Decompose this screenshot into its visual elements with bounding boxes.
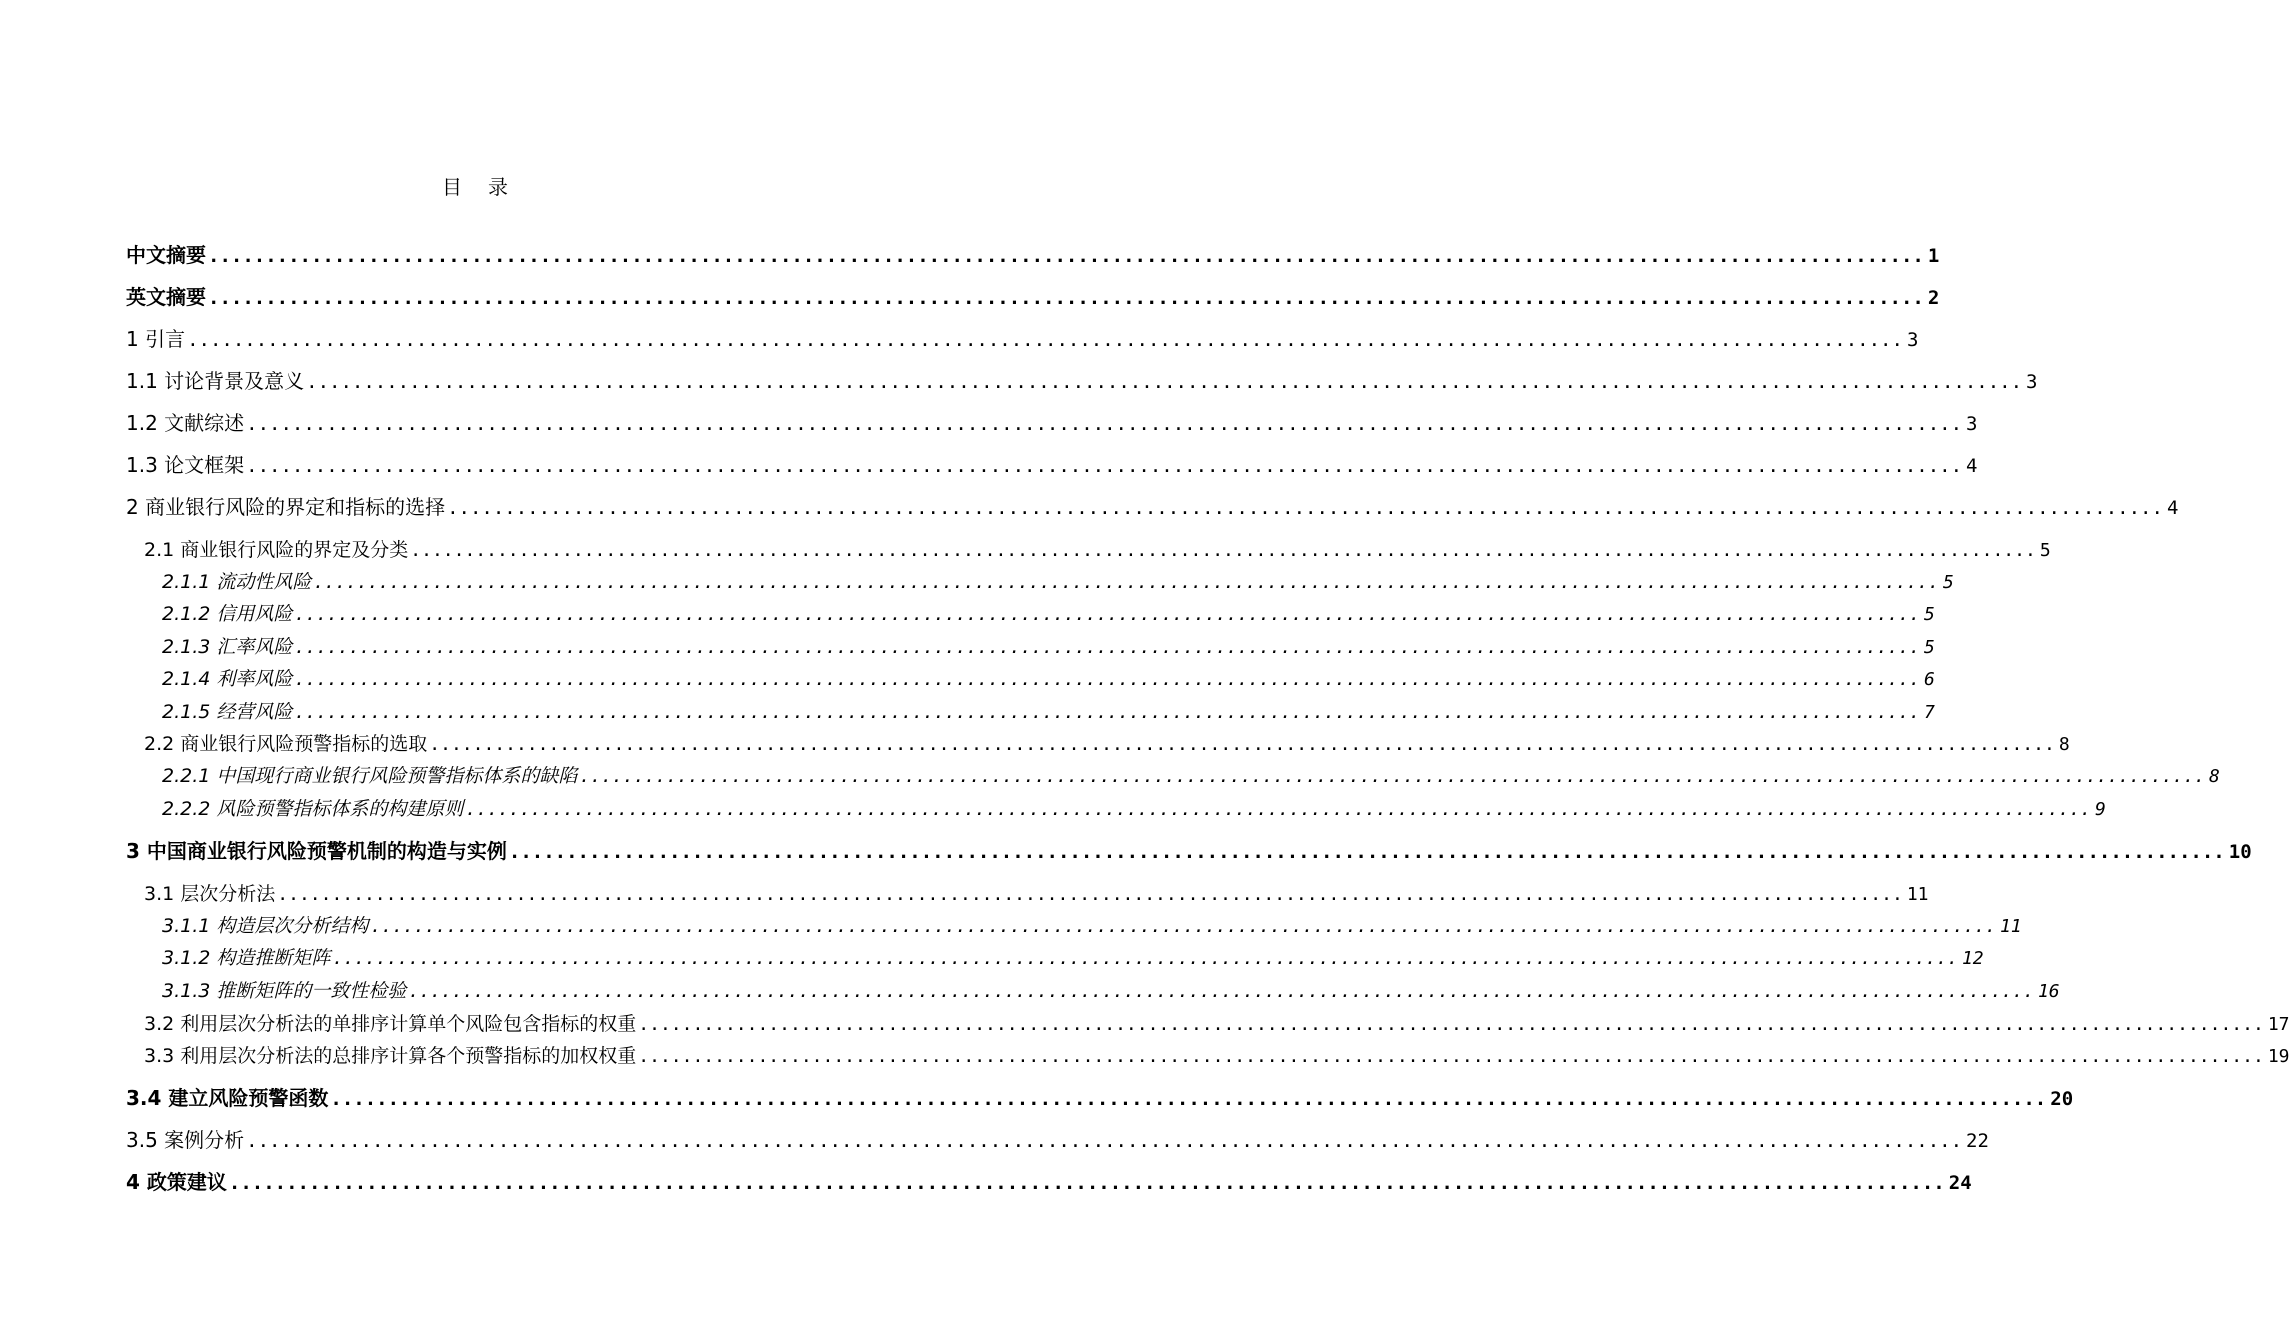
toc-leader: ...................................................................................................................................................... xyxy=(447,497,2163,519)
toc-leader: ...................................................................................................................................................... xyxy=(187,329,1903,351)
toc-entry[interactable] xyxy=(144,730,2070,759)
toc-entry[interactable] xyxy=(162,912,2022,941)
toc-page-number: 11 xyxy=(1906,884,1929,905)
toc-entry-label: 3 中国商业银行风险预警机制的构造与实例 xyxy=(126,839,507,863)
toc-page-number: 10 xyxy=(2228,841,2252,863)
toc-page-number: 12 xyxy=(1961,948,1984,969)
toc-entry-label: 3.2 利用层次分析法的单排序计算单个风险包含指标的权重 xyxy=(144,1013,637,1035)
toc-leader: ...................................................................................................................................................... xyxy=(277,884,1903,905)
toc-page-number: 7 xyxy=(1923,702,1935,723)
toc-leader: ...................................................................................................................................................... xyxy=(332,948,1958,969)
toc-entry-label: 2.2.1 中国现行商业银行风险预警指标体系的缺陷 xyxy=(162,765,578,787)
toc-page-number: 11 xyxy=(1999,916,2022,937)
toc-leader: ...................................................................................................................................................... xyxy=(228,1172,1945,1194)
toc-leader: ...................................................................................................................................................... xyxy=(246,1130,1963,1152)
toc-page-number: 19 xyxy=(2267,1046,2290,1067)
toc-entry-label: 1 引言 xyxy=(126,327,186,351)
toc-entry-label: 3.4 建立风险预警函数 xyxy=(126,1086,329,1110)
toc-entry-label: 2.1 商业银行风险的界定及分类 xyxy=(144,539,409,561)
toc-page-number: 5 xyxy=(1942,572,1954,593)
toc-entry[interactable] xyxy=(126,240,1940,271)
toc-entry[interactable] xyxy=(162,600,1935,629)
toc-page-number: 3 xyxy=(1966,413,1978,435)
toc-entry[interactable] xyxy=(162,568,1954,597)
toc-entry[interactable] xyxy=(144,880,1929,909)
toc-entry-label: 3.1.3 推断矩阵的一致性检验 xyxy=(162,980,407,1002)
toc-entry[interactable] xyxy=(144,1042,2290,1071)
toc-page-number: 17 xyxy=(2267,1014,2290,1035)
toc-leader: ...................................................................................................................................................... xyxy=(370,916,1996,937)
toc-page-number: 5 xyxy=(2039,540,2051,561)
toc-page-number: 3 xyxy=(1906,329,1919,351)
toc-entry[interactable] xyxy=(126,1125,1989,1156)
toc-entry[interactable] xyxy=(126,836,2252,867)
toc-leader: ...................................................................................................................................................... xyxy=(294,702,1920,723)
toc-entry-label: 2.1.4 利率风险 xyxy=(162,668,293,690)
toc-entry[interactable] xyxy=(126,324,1919,355)
toc-leader: ...................................................................................................................................................... xyxy=(313,572,1939,593)
toc-entry[interactable] xyxy=(126,408,1978,439)
toc-entry-label: 1.1 讨论背景及意义 xyxy=(126,369,305,393)
toc-entry-label: 2 商业银行风险的界定和指标的选择 xyxy=(126,495,446,519)
toc-entry-label: 2.2 商业银行风险预警指标的选取 xyxy=(144,733,428,755)
toc-leader: ...................................................................................................................................................... xyxy=(306,371,2023,393)
toc-leader: ...................................................................................................................................................... xyxy=(638,1014,2264,1035)
page-title-char-1: 目 xyxy=(442,175,462,199)
toc-entry-label: 2.1.3 汇率风险 xyxy=(162,636,293,658)
toc-entry[interactable] xyxy=(162,977,2060,1006)
toc-leader: ...................................................................................................................................................... xyxy=(208,287,1924,309)
toc-entry[interactable] xyxy=(162,698,1935,727)
toc-entry[interactable] xyxy=(162,944,1984,973)
toc-entry-label: 2.1.1 流动性风险 xyxy=(162,571,312,593)
toc-entry-label: 3.1.1 构造层次分析结构 xyxy=(162,915,369,937)
toc-entry-label: 3.1 层次分析法 xyxy=(144,883,276,905)
toc-entry-label: 英文摘要 xyxy=(126,285,206,309)
toc-leader: ...................................................................................................................................................... xyxy=(408,981,2034,1002)
toc-page-number: 4 xyxy=(2166,497,2179,519)
toc-page-number: 5 xyxy=(1923,604,1935,625)
toc-leader: ...................................................................................................................................................... xyxy=(246,455,1963,477)
toc-page-number: 6 xyxy=(1923,669,1935,690)
toc-page-number: 22 xyxy=(1966,1130,1989,1152)
toc-page-number: 20 xyxy=(2050,1088,2074,1110)
toc-page-number: 1 xyxy=(1927,245,1940,267)
toc-entry[interactable] xyxy=(162,665,1935,694)
toc-entry[interactable] xyxy=(162,762,2220,791)
toc-entry-label: 3.1.2 构造推断矩阵 xyxy=(162,947,331,969)
toc-leader: ...................................................................................................................................................... xyxy=(508,841,2225,863)
toc-leader: ...................................................................................................................................................... xyxy=(465,799,2091,820)
toc-leader: ...................................................................................................................................................... xyxy=(246,413,1963,435)
toc-entry[interactable] xyxy=(126,450,1978,481)
toc-leader: ...................................................................................................................................................... xyxy=(579,766,2205,787)
toc-entry[interactable] xyxy=(126,492,2179,523)
toc-entry[interactable] xyxy=(126,366,2038,397)
toc-entry[interactable] xyxy=(126,282,1940,313)
toc-entry[interactable] xyxy=(162,633,1935,662)
toc-page-number: 8 xyxy=(2058,734,2070,755)
toc-page-number: 3 xyxy=(2026,371,2038,393)
toc-entry-label: 2.1.2 信用风险 xyxy=(162,603,293,625)
page-title-char-2: 录 xyxy=(488,175,508,199)
toc-entry-label: 4 政策建议 xyxy=(126,1170,227,1194)
toc-page-number: 5 xyxy=(1923,637,1935,658)
toc-entry-label: 中文摘要 xyxy=(126,243,206,267)
toc-entry-label: 1.2 文献综述 xyxy=(126,411,245,435)
toc-entry-label: 2.1.5 经营风险 xyxy=(162,701,293,723)
toc-page-number: 9 xyxy=(2094,799,2106,820)
toc-page-number: 24 xyxy=(1948,1172,1972,1194)
toc-leader: ...................................................................................................................................................... xyxy=(294,604,1920,625)
toc-entry-label: 2.2.2 风险预警指标体系的构建原则 xyxy=(162,798,464,820)
toc-entry-label: 3.5 案例分析 xyxy=(126,1128,245,1152)
toc-leader: ...................................................................................................................................................... xyxy=(410,540,2036,561)
toc-entry[interactable] xyxy=(126,1167,1972,1198)
page-title xyxy=(0,172,950,202)
toc-leader: ...................................................................................................................................................... xyxy=(638,1046,2264,1067)
toc-entry[interactable] xyxy=(144,1010,2290,1039)
toc-entry[interactable] xyxy=(162,795,2106,824)
toc-entry-label: 1.3 论文框架 xyxy=(126,453,245,477)
toc-entry[interactable] xyxy=(144,536,2051,565)
toc-page-number: 4 xyxy=(1966,455,1978,477)
toc-leader: ...................................................................................................................................................... xyxy=(330,1088,2047,1110)
toc-page-number: 2 xyxy=(1927,287,1940,309)
toc-leader: ...................................................................................................................................................... xyxy=(294,669,1920,690)
toc-leader: ...................................................................................................................................................... xyxy=(294,637,1920,658)
toc-entry[interactable] xyxy=(126,1083,2074,1114)
toc-leader: ...................................................................................................................................................... xyxy=(208,245,1924,267)
toc-page-number: 8 xyxy=(2208,766,2220,787)
toc-entry-label: 3.3 利用层次分析法的总排序计算各个预警指标的加权权重 xyxy=(144,1045,637,1067)
toc-leader: ...................................................................................................................................................... xyxy=(429,734,2055,755)
toc-page-number: 16 xyxy=(2037,981,2060,1002)
